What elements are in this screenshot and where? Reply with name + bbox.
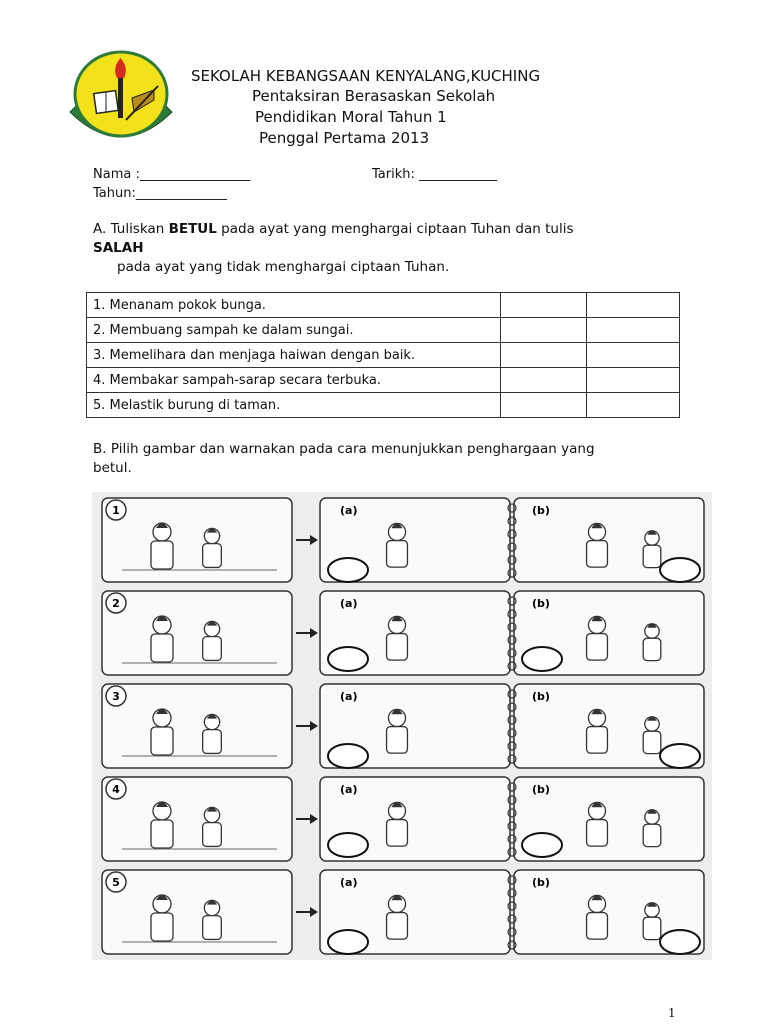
- answer-cell[interactable]: [501, 393, 586, 418]
- person-body: [151, 913, 173, 941]
- person-body: [203, 637, 222, 661]
- answer-oval-b: [660, 744, 700, 768]
- scene-number: 3: [112, 690, 120, 703]
- assessment-title: Pentaksiran Berasaskan Sekolah: [252, 87, 496, 105]
- arrow-icon: [310, 628, 318, 638]
- table-row: [87, 393, 680, 418]
- nama-field[interactable]: Nama :_________________: [93, 167, 251, 182]
- person-body: [387, 634, 408, 661]
- person-body: [387, 727, 408, 754]
- scene-panel: [102, 870, 292, 954]
- person-body: [387, 820, 408, 847]
- answer-table: [86, 292, 680, 418]
- scene-panel: [102, 591, 292, 675]
- instruction-middle: pada ayat yang menghargai ciptaan Tuhan dan tulis: [216, 221, 574, 237]
- option-b-label: (b): [532, 783, 550, 796]
- table-row: [87, 343, 680, 368]
- answer-oval-a: [328, 744, 368, 768]
- option-b-label: (b): [532, 597, 550, 610]
- option-a-label: (a): [340, 690, 358, 703]
- answer-cell[interactable]: [586, 318, 679, 343]
- option-a-label: (a): [340, 597, 358, 610]
- person-body: [203, 823, 222, 847]
- statement-cell: 1. Menanam pokok bunga.: [87, 293, 501, 318]
- person-body: [203, 916, 222, 940]
- option-a-label: (a): [340, 783, 358, 796]
- statement-cell: 2. Membuang sampah ke dalam sungai.: [87, 318, 501, 343]
- answer-oval-a: [328, 833, 368, 857]
- person-body: [643, 824, 661, 846]
- answer-cell[interactable]: [586, 293, 679, 318]
- scan-image: [92, 492, 712, 960]
- person-body: [643, 638, 661, 660]
- person-body: [151, 727, 173, 755]
- person-body: [387, 913, 408, 940]
- scene-panel: [102, 684, 292, 768]
- person-body: [587, 634, 608, 661]
- scene-number: 2: [112, 597, 120, 610]
- answer-oval-a: [328, 930, 368, 954]
- answer-cell[interactable]: [501, 368, 586, 393]
- person-body: [643, 917, 661, 939]
- scene-panel: [102, 498, 292, 582]
- answer-cell[interactable]: [501, 343, 586, 368]
- person-body: [151, 634, 173, 662]
- person-body: [151, 820, 173, 848]
- table-row: [87, 368, 680, 393]
- section-b-line1: B. Pilih gambar dan warnakan pada cara menunjukkan penghargaan yang: [93, 441, 595, 457]
- answer-oval-a: [328, 558, 368, 582]
- arrow-icon: [310, 814, 318, 824]
- table-row: [87, 293, 680, 318]
- answer-oval-b: [522, 647, 562, 671]
- statement-cell: 3. Memelihara dan menjaga haiwan dengan baik.: [87, 343, 501, 368]
- scene-number: 5: [112, 876, 120, 889]
- answer-cell[interactable]: [586, 393, 679, 418]
- answer-oval-a: [328, 647, 368, 671]
- scene-panel: [102, 777, 292, 861]
- answer-oval-b: [522, 833, 562, 857]
- answer-cell[interactable]: [501, 318, 586, 343]
- arrow-icon: [310, 721, 318, 731]
- answer-cell[interactable]: [586, 368, 679, 393]
- person-body: [587, 727, 608, 754]
- tahun-field[interactable]: Tahun:______________: [93, 186, 227, 201]
- answer-cell[interactable]: [501, 293, 586, 318]
- tarikh-field[interactable]: Tarikh: ____________: [372, 167, 497, 182]
- table-row: [87, 318, 680, 343]
- statement-cell: 5. Melastik burung di taman.: [87, 393, 501, 418]
- option-a-label: (a): [340, 876, 358, 889]
- subject-title: Pendidikan Moral Tahun 1: [255, 108, 447, 126]
- betul-keyword: BETUL: [168, 221, 217, 237]
- picture-grid: [92, 492, 712, 960]
- section-b-line2: betul.: [93, 460, 132, 476]
- answer-oval-b: [660, 558, 700, 582]
- salah-keyword: SALAH: [93, 240, 144, 256]
- option-b-label: (b): [532, 876, 550, 889]
- person-body: [151, 541, 173, 569]
- school-name: SEKOLAH KEBANGSAAN KENYALANG,KUCHING: [191, 67, 541, 85]
- option-b-label: (b): [532, 504, 550, 517]
- statement-cell: 4. Membakar sampah-sarap secara terbuka.: [87, 368, 501, 393]
- option-b-label: (b): [532, 690, 550, 703]
- scene-number: 4: [112, 783, 120, 796]
- person-body: [643, 731, 661, 753]
- person-body: [203, 730, 222, 754]
- person-body: [387, 541, 408, 568]
- person-body: [587, 820, 608, 847]
- scene-number: 1: [112, 504, 120, 517]
- person-body: [587, 913, 608, 940]
- arrow-icon: [310, 535, 318, 545]
- answer-oval-b: [660, 930, 700, 954]
- page-number: 1: [668, 1006, 676, 1020]
- arrow-icon: [310, 907, 318, 917]
- option-a-label: (a): [340, 504, 358, 517]
- term-title: Penggal Pertama 2013: [259, 129, 430, 147]
- person-body: [587, 541, 608, 568]
- section-a-instruction: [93, 220, 693, 258]
- answer-cell[interactable]: [586, 343, 679, 368]
- instruction-prefix: A. Tuliskan: [93, 221, 169, 237]
- section-a-line2: pada ayat yang tidak menghargai ciptaan Tuhan.: [117, 259, 450, 275]
- person-body: [643, 545, 661, 567]
- person-body: [203, 544, 222, 568]
- school-logo: [62, 50, 180, 150]
